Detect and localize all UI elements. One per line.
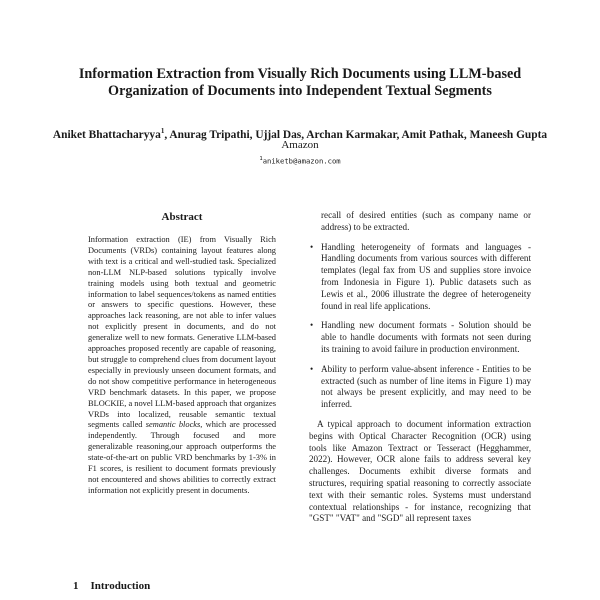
first-author: Aniket Bhattacharyya bbox=[52, 128, 161, 141]
bullet-icon: • bbox=[310, 363, 314, 374]
abstract-text-part-1: Information extraction (IE) from Visually Rich Documents (VRDs) containing layout features along with text is a critical and well-studied task. Specialized non-LLM NLP-based solutions typically involve training models using both textual and geometric information to label sequences/tokens as named entities or answers to specific questions. However, these approaches lack reasoning, are not able to infer values not explicitly present in documents, and do not generalize well to new formats. Generative LLM-based approaches proposed recently are capable of reasoning, but struggle to comprehend clues from document layout especially in previously unseen document formats, and do not show competitive performance in heterogeneous VRD benchmark datasets. In this paper, we propose BLOCKIE, a novel LLM-based approach that organizes VRDs into localized, reusable semantic textual segments called bbox=[88, 235, 276, 430]
list-item bbox=[309, 242, 531, 313]
abstract-heading: Abstract bbox=[161, 211, 203, 223]
abstract-text-part-2: , which are processed independently. Through focused and more generalizable reasoning,our approach outperforms the state-of-the-art on public VRD benchmarks by 1-3% in F1 scores, is resilient to document formats previously not encountered and shows abilities to correctly extract information not explicitly present in documents. bbox=[88, 420, 277, 495]
list-item-text: Ability to perform value-absent inference - Entities to be extracted (such as number of line items in Figure 1) may not always be present explicitly, and may need to be inferred. bbox=[321, 363, 531, 410]
body-paragraph: A typical approach to document information extraction begins with Optical Character Recognition (OCR) using tools like Amazon Textract or Tesseract (Hegghammer, 2022). However, OCR alone fails to address several key challenges. Documents exhibit diverse formats and structures, requiring spatial reasoning to correctly associate text with their semantic roles. Systems must understand contextual relationships - for instance, recognizing that "GST" "VAT" and "SGD" all represent taxes bbox=[309, 418, 531, 524]
list-item bbox=[309, 320, 531, 355]
section-heading-introduction bbox=[73, 580, 150, 592]
author-email bbox=[20, 154, 580, 166]
list-item-text: Handling new document formats - Solution should be able to handle documents with formats not seen during its training to avoid failure in production environment. bbox=[321, 320, 531, 354]
bullet-icon: • bbox=[310, 320, 314, 331]
abstract-body bbox=[88, 235, 276, 497]
co-authors: , Anurag Tripathi, Ujjal Das, Archan Karmakar, Amit Pathak, Maneesh Gupta bbox=[164, 128, 548, 141]
list-item-text: Handling heterogeneity of formats and languages - Handling documents from various sources with different templates (legal fax from US and supplies store invoice from Indonesia in Figure 1). Public datasets such as Lewis et al., 2006 illustrate the degree of heterogeneity found in real life applications. bbox=[321, 241, 531, 311]
challenge-list bbox=[309, 242, 531, 411]
affiliation: Amazon bbox=[281, 139, 319, 151]
abstract-text-italic: semantic blocks bbox=[145, 420, 201, 430]
paper-title: Information Extraction from Visually Rich Documents using LLM-based Organization of Documents into Independent Textual Segments bbox=[78, 66, 522, 99]
author-footnote-mark: 1 bbox=[160, 127, 165, 135]
bullet-continuation: recall of desired entities (such as company name or address) to be extracted. bbox=[321, 210, 531, 232]
section-title: Introduction bbox=[90, 580, 151, 592]
email-address: aniketb@amazon.com bbox=[262, 156, 341, 166]
right-column bbox=[309, 210, 531, 525]
section-number: 1 bbox=[73, 580, 79, 592]
bullet-icon: • bbox=[310, 241, 314, 252]
list-item bbox=[309, 364, 531, 411]
email-footnote-mark: 1 bbox=[259, 156, 263, 162]
